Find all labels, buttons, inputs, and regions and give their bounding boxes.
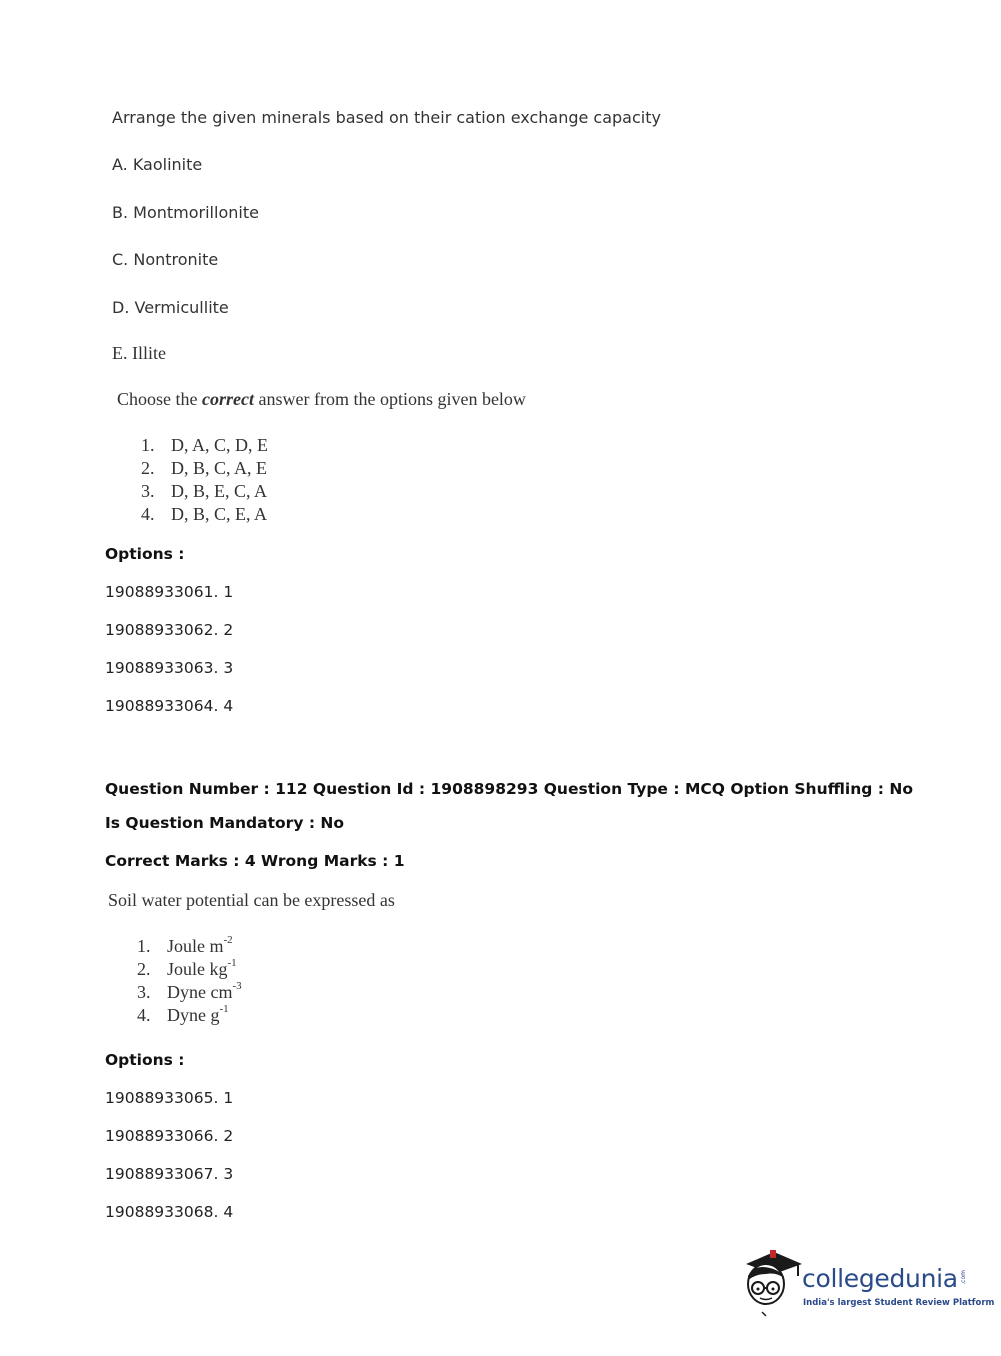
option-item: 19088933066. 2 <box>105 1127 234 1145</box>
brand-tagline: India's largest Student Review Platform <box>803 1298 995 1308</box>
choice-item: 1. D, A, C, D, E <box>141 435 269 455</box>
brand-dotcom: .com <box>960 1270 967 1285</box>
mineral-item: A. Kaolinite <box>112 155 203 174</box>
mascot-icon <box>740 1246 804 1318</box>
question-mandatory: Is Question Mandatory : No <box>105 814 345 832</box>
option-item: 19088933062. 2 <box>105 621 234 639</box>
mineral-item: B. Montmorillonite <box>112 203 259 222</box>
option-item: 19088933068. 4 <box>105 1203 234 1221</box>
mineral-item: D. Vermicullite <box>112 298 229 317</box>
option-item: 19088933061. 1 <box>105 583 234 601</box>
choice-item: 3. D, B, E, C, A <box>141 481 268 501</box>
options-label: Options : <box>105 1051 185 1069</box>
choice-item: 4. Dyne $g^{-1}$ <box>137 1003 229 1025</box>
question-meta: Question Number : 112 Question Id : 1908898293 Question Type : MCQ Option Shuffling : No <box>105 780 913 798</box>
options-label: Options : <box>105 545 185 563</box>
question-text: Arrange the given minerals based on their cation exchange capacity <box>112 108 661 127</box>
instruction-text: Choose the correct answer from the options given below <box>117 389 526 409</box>
choice-item: 2. Joule $kg^{-1}$ <box>137 957 237 979</box>
option-item: 19088933064. 4 <box>105 697 234 715</box>
choice-item: 1. Joule $m^{-2}$ <box>137 934 233 956</box>
mineral-item: E. Illite <box>112 343 166 363</box>
question-marks: Correct Marks : 4 Wrong Marks : 1 <box>105 852 405 870</box>
choice-item: 4. D, B, C, E, A <box>141 504 268 524</box>
choice-item: 3. Dyne $cm^{-3}$ <box>137 980 242 1002</box>
mineral-item: C. Nontronite <box>112 250 219 269</box>
brand-name: collegedunia <box>802 1264 958 1293</box>
option-item: 19088933063. 3 <box>105 659 234 677</box>
option-item: 19088933067. 3 <box>105 1165 234 1183</box>
option-item: 19088933065. 1 <box>105 1089 234 1107</box>
question-text: Soil water potential can be expressed as <box>108 890 395 910</box>
choice-item: 2. D, B, C, A, E <box>141 458 268 478</box>
